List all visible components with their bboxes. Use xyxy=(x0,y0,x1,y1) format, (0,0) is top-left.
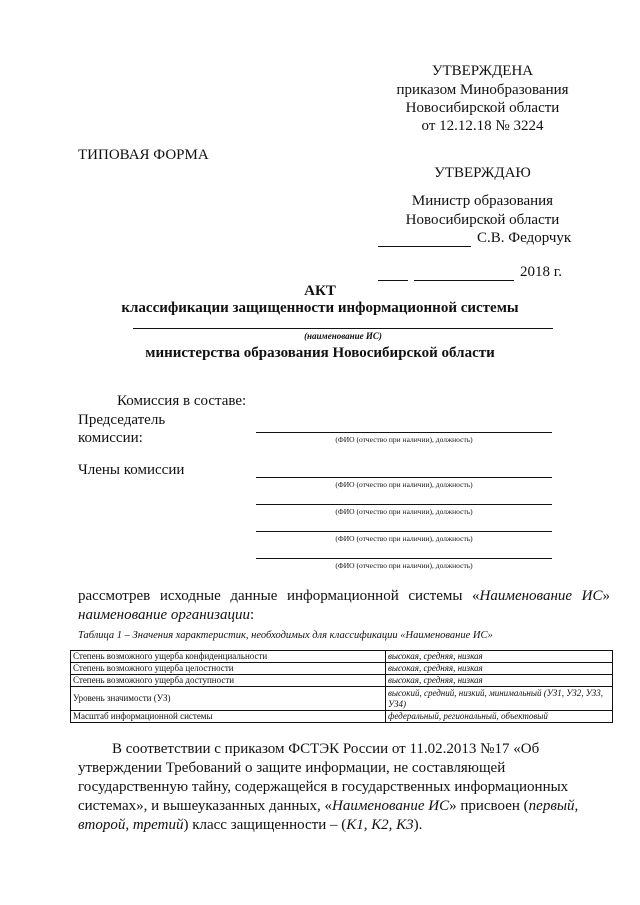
act-title: АКТ xyxy=(304,283,336,299)
date-line xyxy=(378,264,583,281)
conclusion-is-name: Наименование ИС xyxy=(331,798,450,814)
table-cell-value[interactable]: высокая, средняя, низкая xyxy=(386,651,613,663)
review-text-2: » xyxy=(602,588,610,604)
table-cell-key: Степень возможного ущерба доступности xyxy=(71,675,386,687)
chair-field-line[interactable] xyxy=(256,432,552,433)
review-text-1: рассмотрев исходные данные информационной системы « xyxy=(78,588,480,604)
commission-intro: Комиссия в составе: xyxy=(117,393,247,409)
ministry-heading: министерства образования Новосибирской области xyxy=(145,345,495,361)
table-cell-key: Уровень значимости (УЗ) xyxy=(71,687,386,711)
date-day-blank[interactable] xyxy=(378,266,408,281)
conclusion-text-1: В соответствии с приказом ФСТЭК России от 11.02.2013 №17 «Об утверждении Требований о защите информации, не составляющей государственную тайну, содержащейся в государственных информационных системах», и вышеуказанных данных, « xyxy=(78,741,569,814)
review-is-name: Наименование ИС xyxy=(479,588,603,604)
table-cell-value[interactable]: высокий, средний, низкий, минимальный (УЗ1, УЗ2, УЗ3, УЗ4) xyxy=(386,687,613,711)
member-field-line-2[interactable] xyxy=(256,504,552,505)
member-field-caption-1: (ФИО (отчество при наличии), должность) xyxy=(335,480,473,489)
typical-form-label: ТИПОВАЯ ФОРМА xyxy=(78,147,209,163)
minister-position-line-2: Новосибирской области xyxy=(405,212,560,228)
table-caption: Таблица 1 – Значения характеристик, необходимых для классификации «Наименование ИС» xyxy=(78,630,493,641)
table-cell-key: Степень возможного ущерба конфиденциальности xyxy=(71,651,386,663)
chair-label-line-1: Председатель xyxy=(78,412,166,428)
member-field-caption-2: (ФИО (отчество при наличии), должность) xyxy=(335,507,473,516)
chair-label xyxy=(78,411,165,447)
table-cell-value[interactable]: федеральный, региональный, объектовый xyxy=(386,711,613,723)
conclusion-paragraph xyxy=(78,740,610,835)
review-text-3: : xyxy=(250,607,255,623)
table-row xyxy=(71,675,613,687)
member-field-line-3[interactable] xyxy=(256,531,552,532)
member-field-caption-3: (ФИО (отчество при наличии), должность) xyxy=(335,534,473,543)
conclusion-text-3: ) класс защищенности – ( xyxy=(183,817,347,833)
conclusion-codes: К1, К2, К3 xyxy=(346,817,414,833)
table-cell-value[interactable]: высокая, средняя, низкая xyxy=(386,675,613,687)
table-row xyxy=(71,711,613,723)
table-cell-value[interactable]: высокая, средняя, низкая xyxy=(386,663,613,675)
minister-position xyxy=(380,192,585,230)
approval-line-3: Новосибирской области xyxy=(405,100,560,116)
date-year: 2018 г. xyxy=(520,264,562,280)
approval-line-4: от 12.12.18 № 3224 xyxy=(421,118,544,134)
act-subtitle: классификации защищенности информационной системы xyxy=(121,300,519,316)
member-field-line-1[interactable] xyxy=(256,477,552,478)
conclusion-text-2: » присвоен ( xyxy=(449,798,529,814)
chair-label-line-2: комиссии: xyxy=(78,430,143,446)
signature-line xyxy=(378,230,583,247)
minister-position-line-1: Министр образования xyxy=(411,193,554,209)
member-field-caption-4: (ФИО (отчество при наличии), должность) xyxy=(335,561,473,570)
is-name-caption: (наименование ИС) xyxy=(304,331,382,341)
date-month-blank[interactable] xyxy=(414,266,514,281)
review-paragraph xyxy=(78,587,610,625)
review-org-name: наименование организации xyxy=(78,607,251,623)
chair-field-caption: (ФИО (отчество при наличии), должность) xyxy=(335,435,473,444)
signatory-name: С.В. Федорчук xyxy=(477,230,572,246)
is-name-rule[interactable] xyxy=(133,328,553,329)
conclusion-text-4: ). xyxy=(413,817,423,833)
signature-blank[interactable] xyxy=(378,232,471,247)
classification-table xyxy=(70,650,613,723)
members-label: Члены комиссии xyxy=(78,462,185,478)
table-row xyxy=(71,687,613,711)
table-cell-key: Степень возможного ущерба целостности xyxy=(71,663,386,675)
table-cell-key: Масштаб информационной системы xyxy=(71,711,386,723)
approval-line-2: приказом Минобразования xyxy=(396,82,569,98)
approval-line-1: УТВЕРЖДЕНА xyxy=(431,63,534,79)
conclusion-classes: первый, второй, третий xyxy=(78,798,579,833)
member-field-line-4[interactable] xyxy=(256,558,552,559)
table-row xyxy=(71,651,613,663)
approve-title: УТВЕРЖДАЮ xyxy=(434,165,531,181)
table-row xyxy=(71,663,613,675)
